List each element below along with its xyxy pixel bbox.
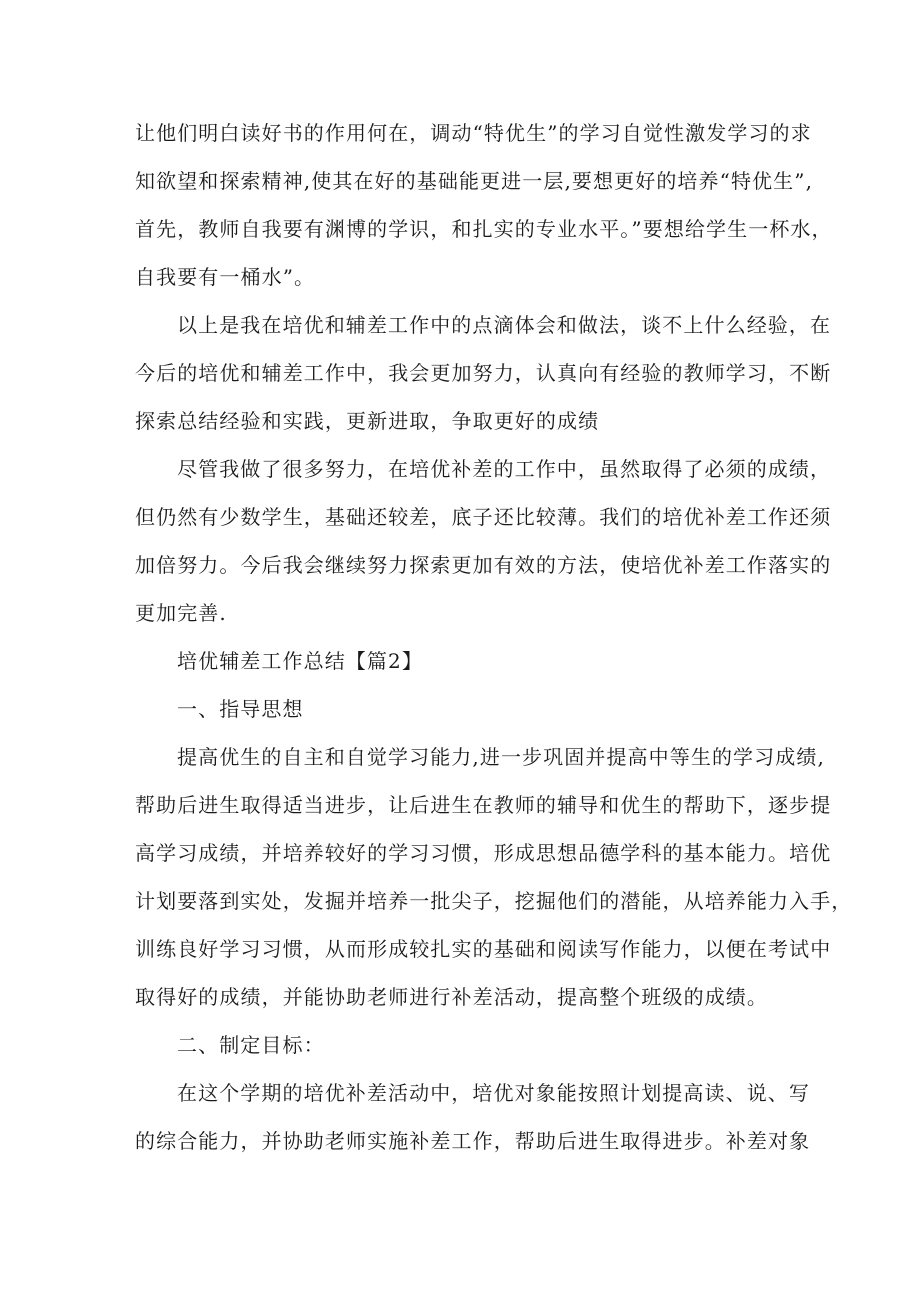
text-line: 首先，教师自我要有渊博的学识，和扎实的专业水平。”要想给学生一杯水，: [135, 217, 833, 241]
text-line: 让他们明白读好书的作用何在，调动“特优生”的学习自觉性激发学习的求: [135, 121, 812, 145]
text-line: 知欲望和探索精神,使其在好的基础能更进一层,要想更好的培养“特优生”,: [135, 169, 814, 193]
text-line: 训练良好学习习惯，从而形成较扎实的基础和阅读写作能力，以便在考试中: [135, 937, 832, 961]
text-line: 尽管我做了很多努力，在培优补差的工作中，虽然取得了必须的成绩，: [177, 457, 832, 481]
text-line: 取得好的成绩，并能协助老师进行补差活动，提高整个班级的成绩。: [135, 985, 768, 1009]
text-line: 一、指导思想: [177, 697, 304, 721]
text-line: 今后的培优和辅差工作中，我会更加努力，认真向有经验的教师学习，不断: [135, 361, 832, 385]
text-line: 但仍然有少数学生，基础还较差，底子还比较薄。我们的培优补差工作还须: [135, 505, 832, 529]
text-line: 帮助后进生取得适当进步，让后进生在教师的辅导和优生的帮助下，逐步提: [135, 793, 832, 817]
text-line: 高学习成绩，并培养较好的学习习惯，形成思想品德学科的基本能力。培优: [135, 841, 832, 865]
text-line: 培优辅差工作总结【篇2】: [177, 649, 423, 673]
text-line: 计划要落到实处，发掘并培养一批尖子，挖掘他们的潜能，从培养能力入手，: [135, 889, 853, 913]
text-line: 自我要有一桶水”。: [135, 265, 316, 289]
text-line: 二、制定目标：: [177, 1033, 325, 1057]
text-line: 加倍努力。今后我会继续努力探索更加有效的方法，使培优补差工作落实的: [135, 553, 832, 577]
text-line: 的综合能力，并协助老师实施补差工作，帮助后进生取得进步。补差对象: [135, 1129, 811, 1153]
text-line: 提高优生的自主和自觉学习能力,进一步巩固并提高中等生的学习成绩,: [177, 745, 825, 769]
text-line: 在这个学期的培优补差活动中，培优对象能按照计划提高读、说、写: [177, 1081, 810, 1105]
text-line: 以上是我在培优和辅差工作中的点滴体会和做法，谈不上什么经验，在: [177, 313, 832, 337]
text-line: 更加完善.: [135, 601, 227, 625]
text-line: 探索总结经验和实践，更新进取，争取更好的成绩: [135, 409, 600, 433]
